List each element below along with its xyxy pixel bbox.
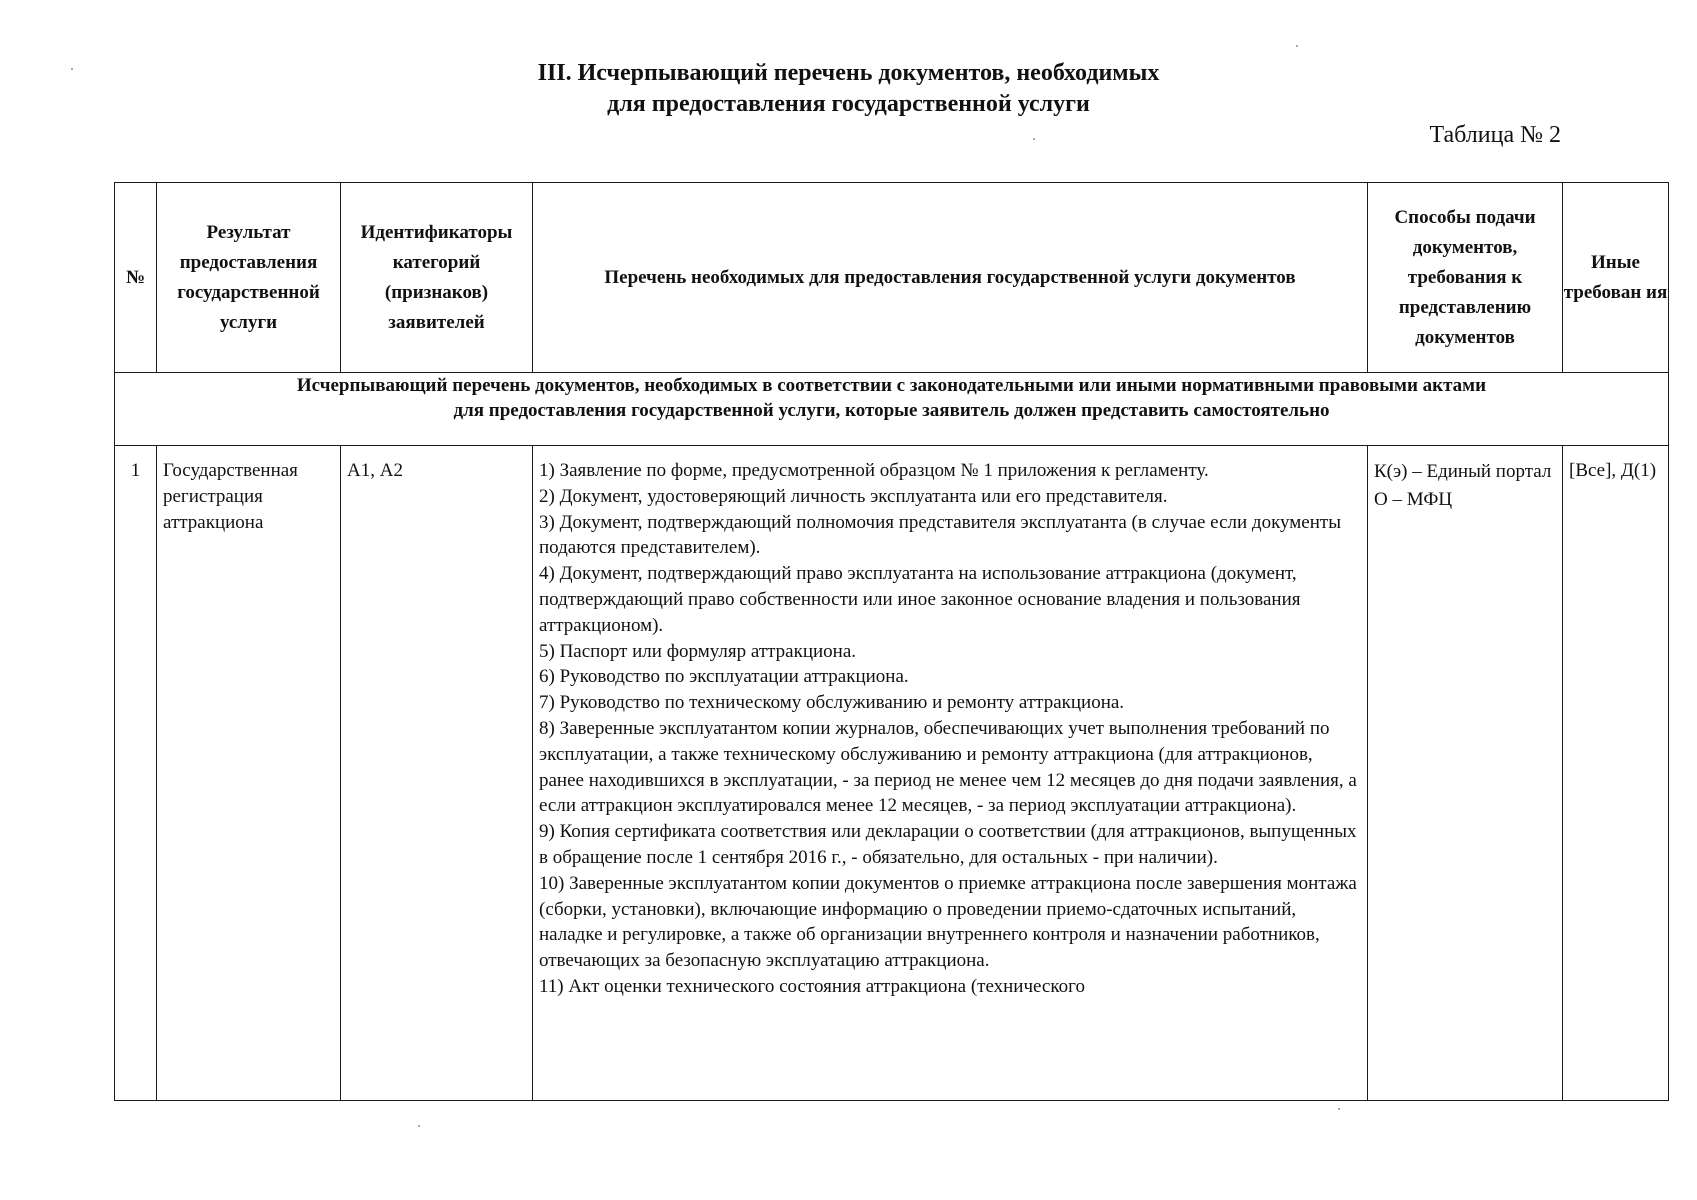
column-header-documents: Перечень необходимых для предоставления государственной услуги документов	[533, 183, 1368, 373]
document-item: 9) Копия сертификата соответствия или декларации о соответствии (для аттракционов, выпущенных в обращение после 1 сентября 2016 г., - обязательно, для остальных - при наличии).	[539, 821, 1357, 868]
document-item: 4) Документ, подтверждающий право эксплуатанта на использование аттракциона (документ, подтверждающий право собственности или иное законное основание владения и пользования аттракционом).	[539, 563, 1301, 636]
document-item: 11) Акт оценки технического состояния аттракциона (технического	[539, 975, 1085, 997]
section-heading-row	[115, 373, 1669, 446]
documents-table	[114, 182, 1669, 1101]
row-result: Государственная регистрация аттракциона	[157, 446, 341, 1101]
table-number: Таблица № 2	[1429, 122, 1561, 148]
column-header-result: Результат предоставления государственной услуги	[157, 183, 341, 373]
column-header-other: Иные требован ия	[1563, 183, 1669, 373]
scan-speck	[71, 68, 73, 70]
document-item: 1) Заявление по форме, предусмотренной образцом № 1 приложения к регламенту.	[539, 460, 1209, 481]
row-documents	[533, 446, 1368, 1101]
method-item: К(э) – Единый портал	[1374, 461, 1552, 482]
table-row	[115, 446, 1669, 1101]
section-heading-line-2: для предоставления государственной услуги, которые заявитель должен представить самостоятельно	[453, 400, 1330, 421]
document-item: 7) Руководство по техническому обслуживанию и ремонту аттракциона.	[539, 692, 1125, 714]
table-header-row	[115, 183, 1669, 373]
title-line-2: для предоставления государственной услуги	[607, 91, 1090, 117]
document-item: 10) Заверенные эксплуатантом копии документов о приемке аттракциона после завершения монтажа (сборки, установки), включающие информацию о проведении приемо-сдаточных испытаний, наладке и регулировке, а также об организации внутреннего контроля и назначении работников, отвечающих за безопасную эксплуатацию аттракциона.	[539, 872, 1357, 972]
section-heading-line-1: Исчерпывающий перечень документов, необходимых в соответствии с законодательными или иными нормативными правовыми актами	[296, 375, 1487, 396]
method-item: О – МФЦ	[1374, 489, 1453, 510]
row-other-requirements: [Все], Д(1)	[1563, 446, 1669, 1101]
scan-speck	[1338, 1108, 1340, 1110]
document-title	[0, 58, 1697, 120]
document-item: 5) Паспорт или формуляр аттракциона.	[539, 640, 857, 662]
row-identifiers: А1, А2	[341, 446, 533, 1101]
scan-speck	[1296, 45, 1298, 47]
row-methods	[1368, 446, 1563, 1101]
title-line-1: III. Исчерпывающий перечень документов, необходимых	[537, 60, 1160, 86]
document-item: 8) Заверенные эксплуатантом копии журналов, обеспечивающих учет выполнения требований по эксплуатации, а также техническому обслуживанию и ремонту аттракциона (для аттракционов, ранее находившихся в эксплуатации, - за период не менее чем 12 месяцев до дня подачи заявления, а если аттракцион эксплуатировался менее 12 месяцев, - за период эксплуатации аттракциона).	[539, 717, 1357, 817]
scan-speck	[1033, 138, 1035, 140]
document-item: 3) Документ, подтверждающий полномочия представителя эксплуатанта (в случае если документы подаются представителем).	[539, 511, 1341, 559]
column-header-identifiers: Идентификаторы категорий (признаков) заявителей	[341, 183, 533, 373]
section-heading	[115, 373, 1669, 446]
scan-speck	[418, 1125, 420, 1127]
row-number: 1	[115, 446, 157, 1101]
column-header-methods: Способы подачи документов, требования к представлению документов	[1368, 183, 1563, 373]
column-header-number: №	[115, 183, 157, 373]
document-item: 6) Руководство по эксплуатации аттракциона.	[539, 666, 909, 688]
document-item: 2) Документ, удостоверяющий личность эксплуатанта или его представителя.	[539, 485, 1168, 507]
